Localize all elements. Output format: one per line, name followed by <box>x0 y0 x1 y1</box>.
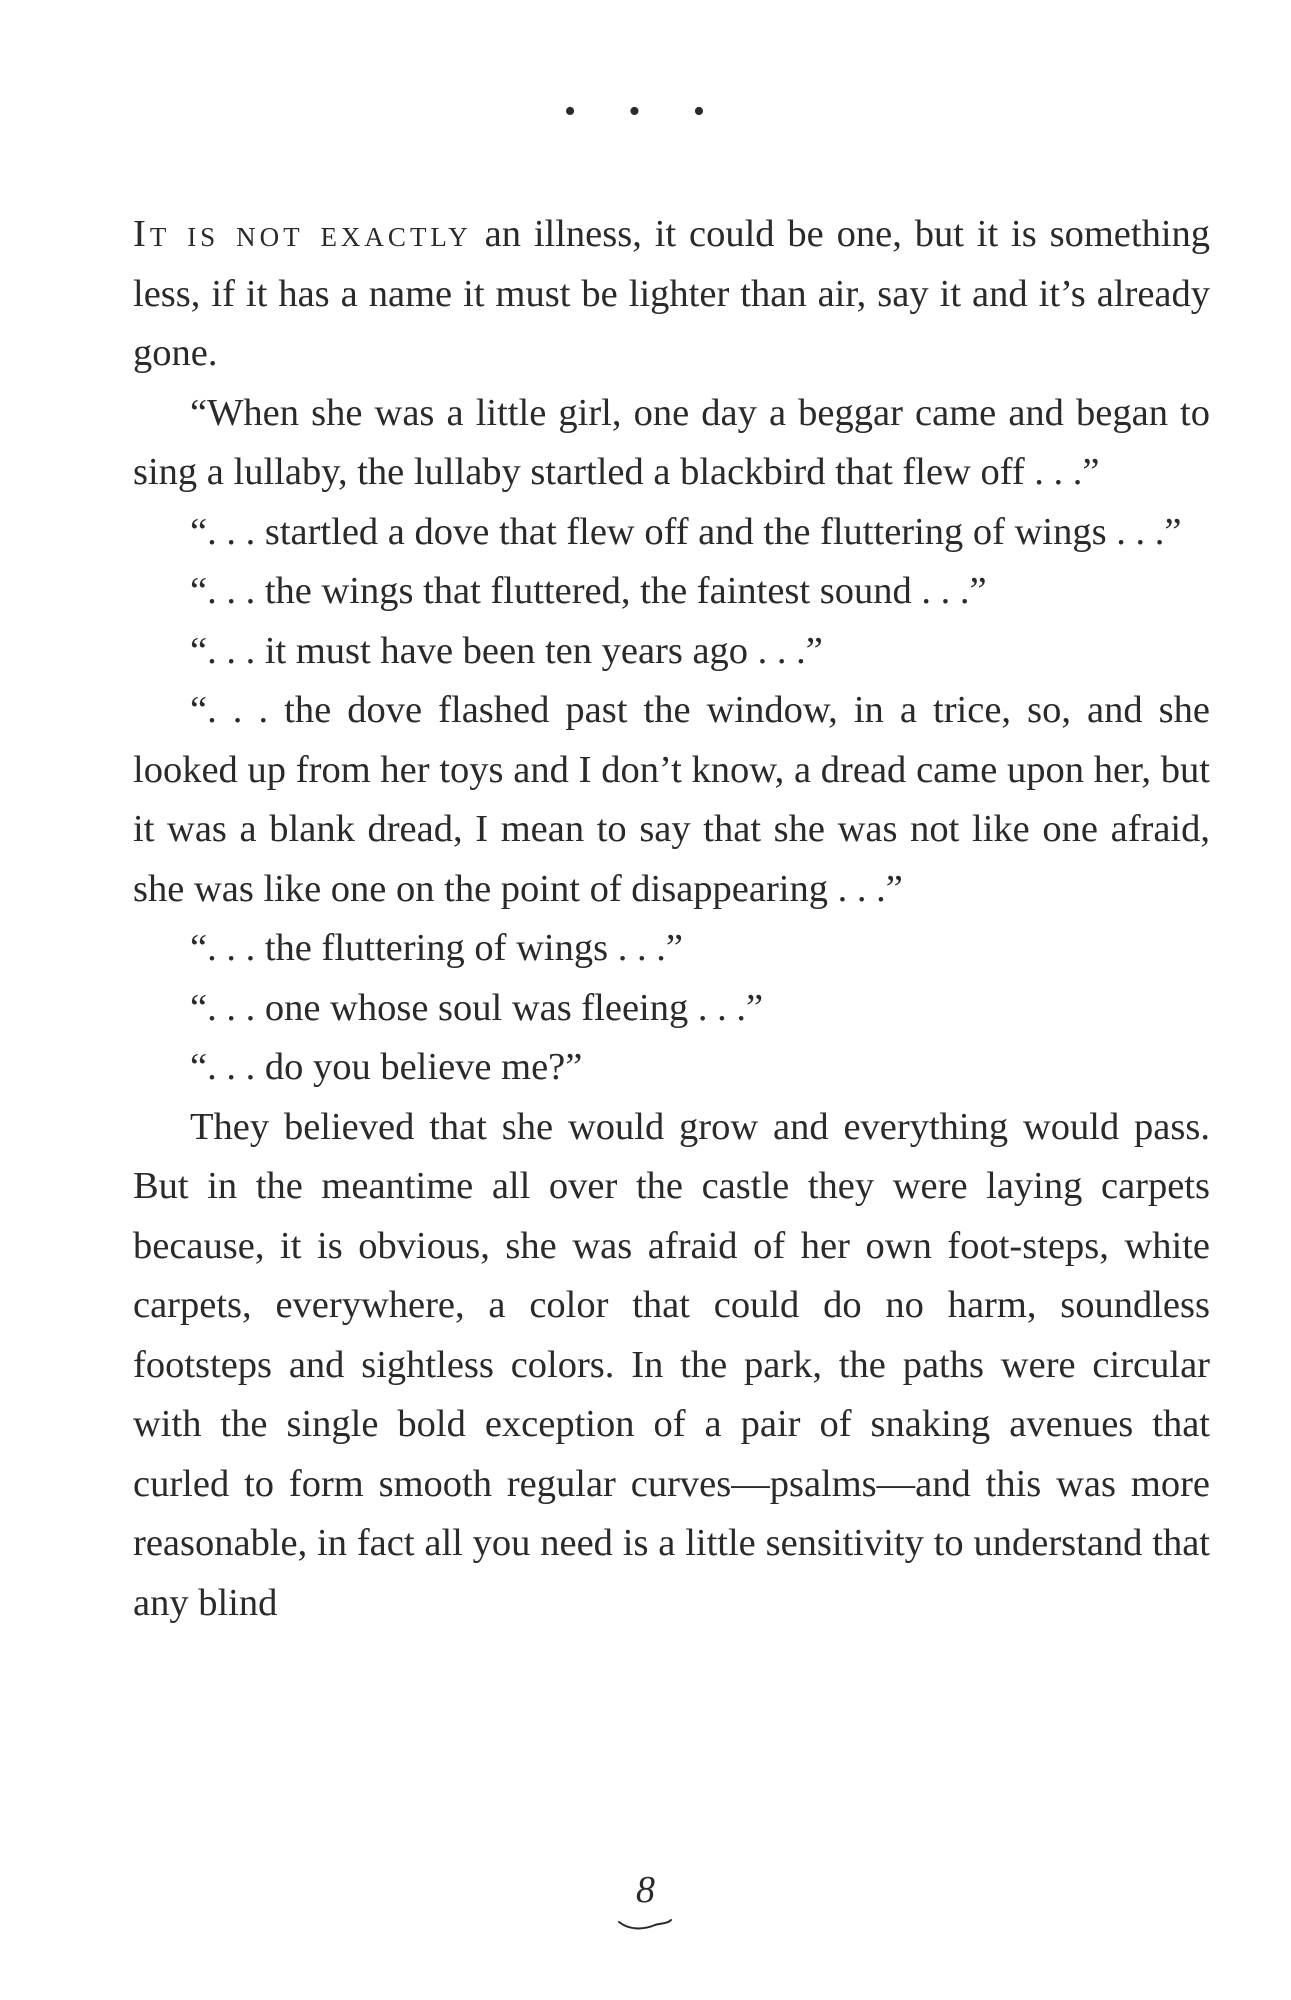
page-number: 8 <box>636 1869 655 1911</box>
opening-small-caps: It is not exactly <box>133 213 472 255</box>
paragraph-8: “. . . one whose soul was fleeing . . .” <box>190 986 764 1029</box>
body-text <box>133 205 1210 1633</box>
paragraph-2: “When she was a little girl, one day a beggar came and began to sing a lullaby, the lullaby startled a blackbird that flew off . . .” <box>133 391 1210 493</box>
folio-swash-ornament <box>615 1916 675 1932</box>
paragraph-5: “. . . it must have been ten years ago . . .” <box>190 629 823 672</box>
section-break-ornament: • • • <box>564 93 727 130</box>
paragraph-6: “. . . the dove flashed past the window, in a trice, so, and she looked up from her toys and I don’t know, a dread came upon her, but it was a blank dread, I mean to say that she was not like one afraid, she was like one on the point of disappearing . . .” <box>133 689 1210 910</box>
paragraph-1 <box>133 205 1210 384</box>
paragraph-3: “. . . startled a dove that flew off and the fluttering of wings . . .” <box>190 510 1182 553</box>
paragraph-10: They believed that she would grow and everything would pass. But in the meantime all over the castle they were laying carpets because, it is obvious, she was afraid of her own foot-steps, white carpets, everywhere, a color that could do no harm, soundless footsteps and sightless colors. In the park, the paths were circular with the single bold exception of a pair of snaking avenues that curled to form smooth regular curves—psalms—and this was more reasonable, in fact all you need is a little sensitivity to understand that any blind <box>133 1105 1210 1624</box>
paragraph-1-text: an illness, it could be one, but it is something less, if it has a name it must be lighter than air, say it and it’s already gone. <box>133 213 1211 374</box>
paragraph-4: “. . . the wings that fluttered, the faintest sound . . .” <box>190 570 987 612</box>
paragraph-7: “. . . the fluttering of wings . . .” <box>190 927 683 969</box>
paragraph-9: “. . . do you believe me?” <box>190 1046 583 1088</box>
